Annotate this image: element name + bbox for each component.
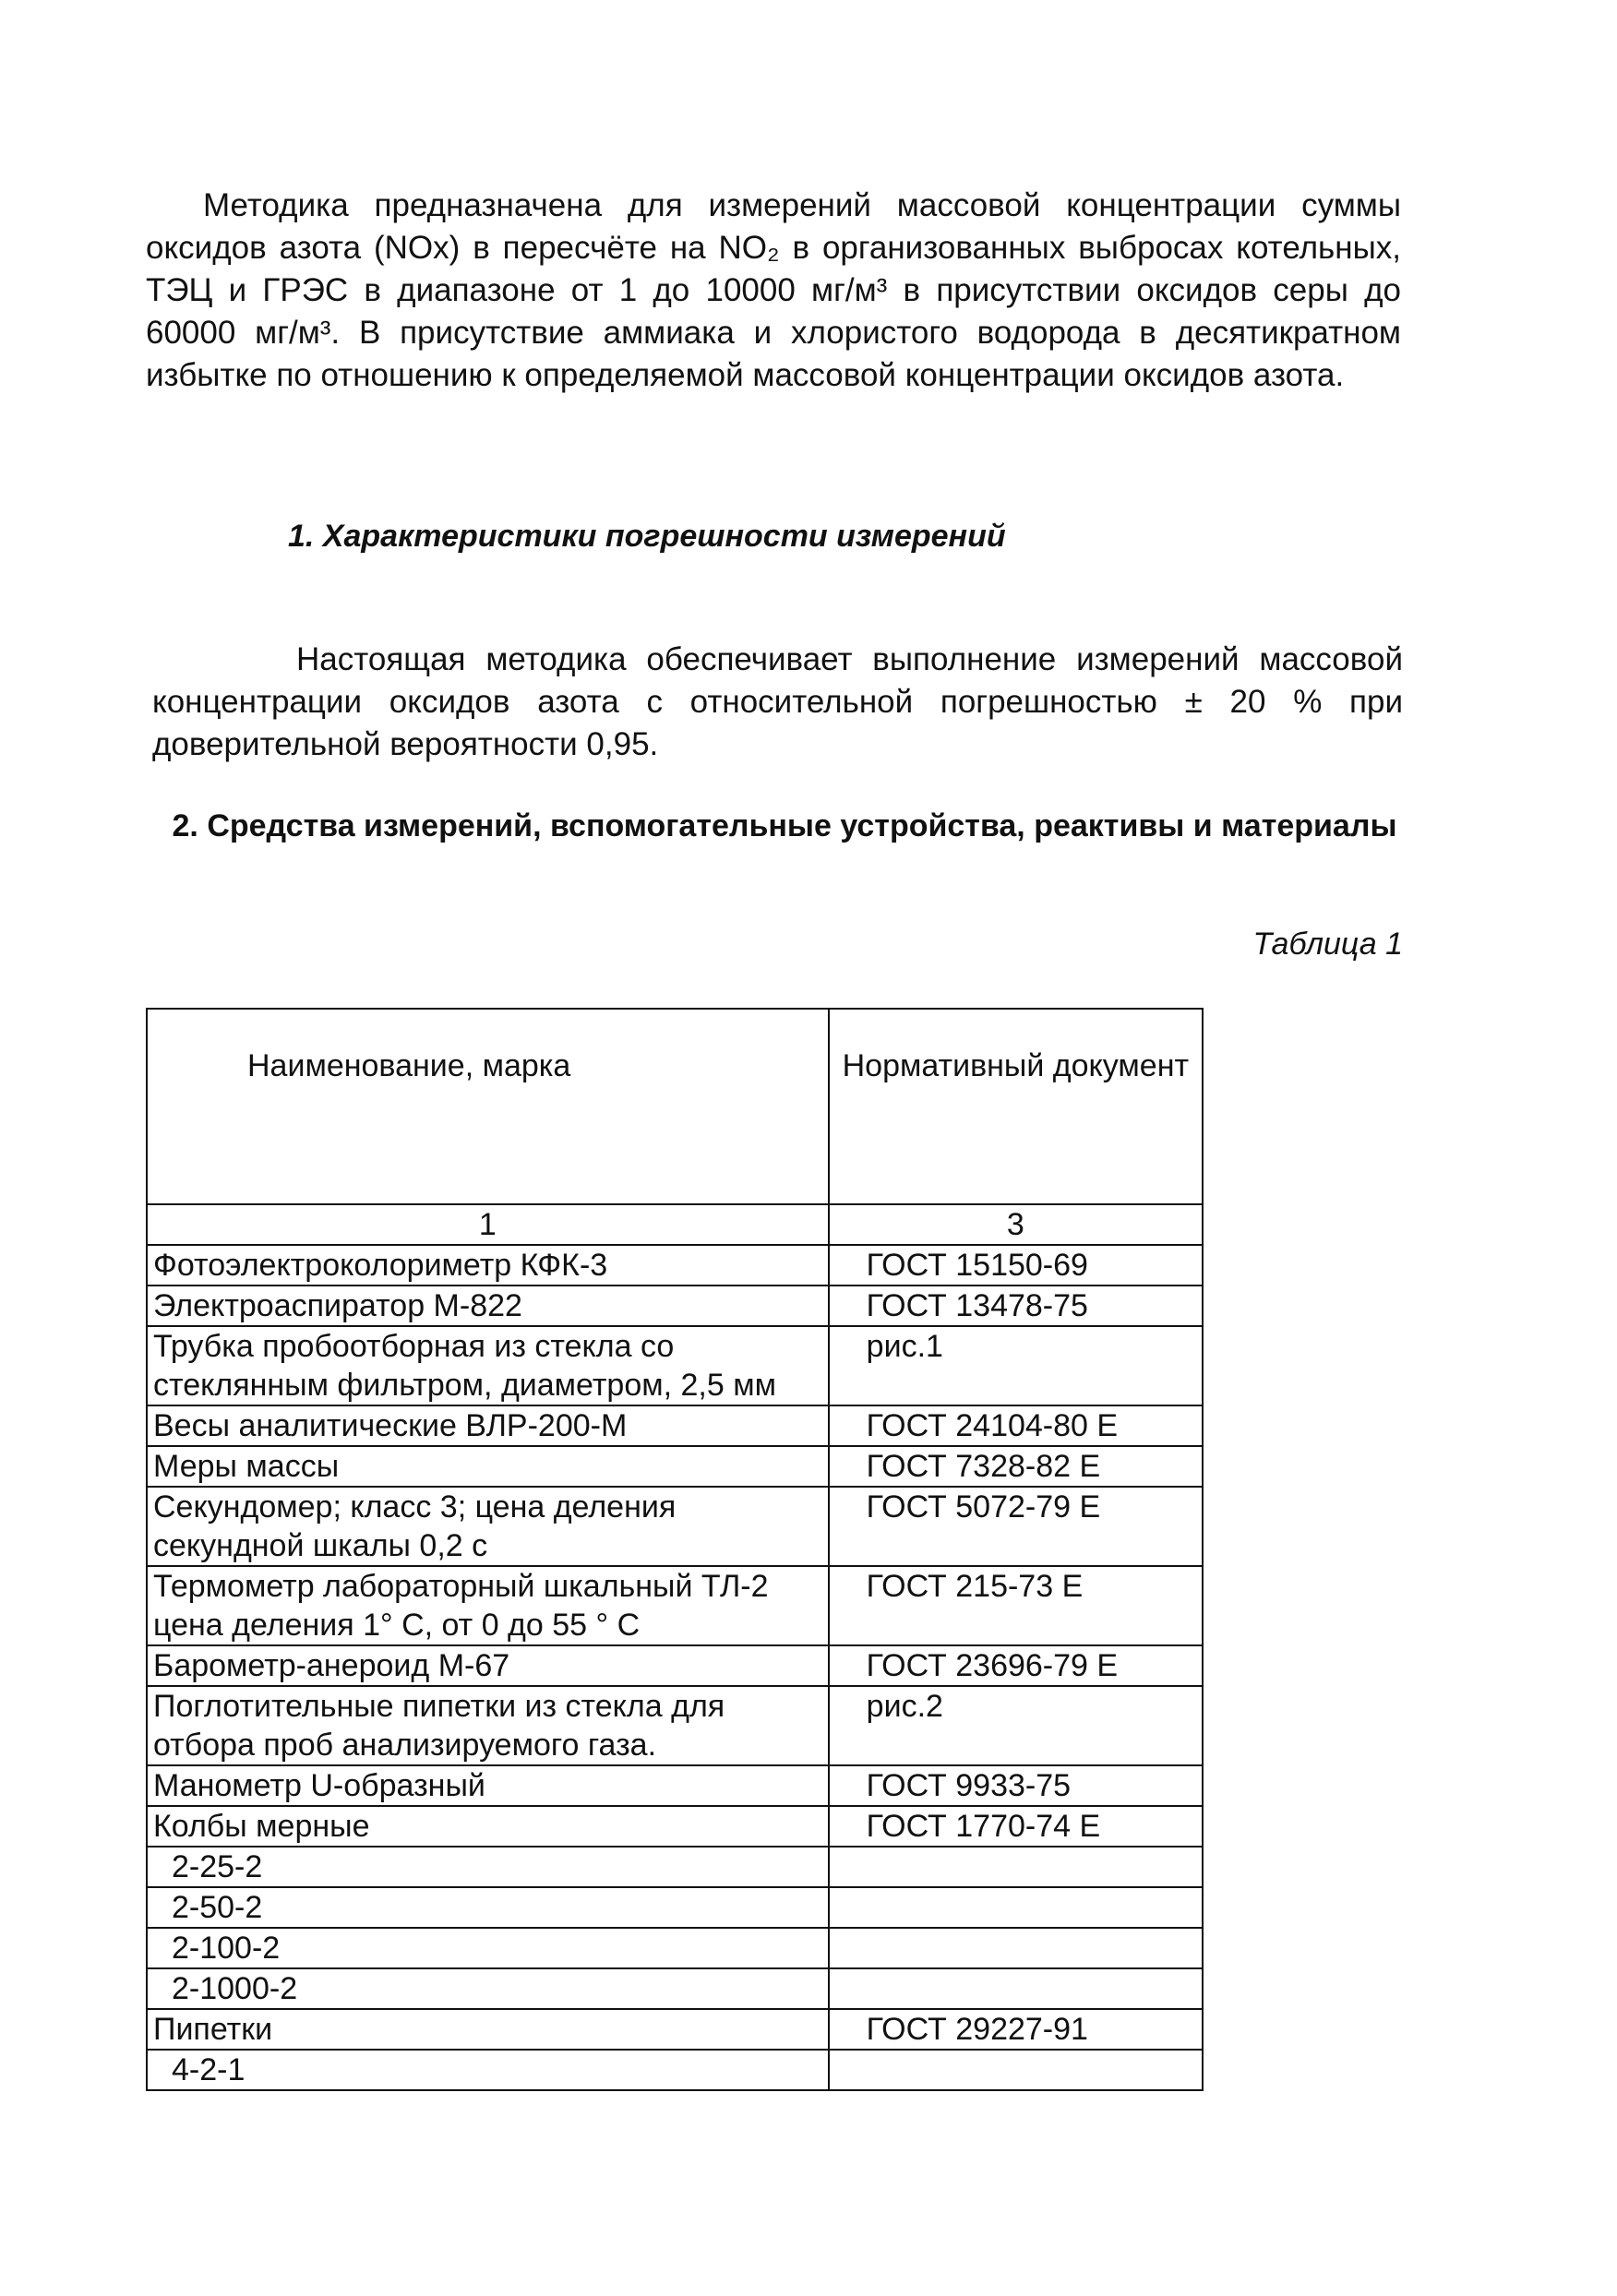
section-1-paragraph: Настоящая методика обеспечивает выполнение измерений массовой концентрации оксидов азота с относительной погрешностью ± 20 % при доверительной вероятности 0,95. [152, 641, 1403, 762]
table-row [147, 1446, 1203, 1487]
cell-name: Трубка пробоотборная из стекла со стеклянным фильтром, диаметром, 2,5 мм [147, 1326, 829, 1405]
cell-name: Электроаспиратор М-822 [147, 1286, 829, 1326]
cell-name: 4-2-1 [147, 2050, 829, 2090]
cell-document: ГОСТ 15150-69 [829, 1245, 1203, 1286]
table-row [147, 1928, 1203, 1968]
column-number-1: 1 [147, 1204, 829, 1245]
table-row [147, 1806, 1203, 1847]
table-row [147, 2009, 1203, 2050]
header-document: Нормативный документ [829, 1009, 1203, 1204]
table-row [147, 1245, 1203, 1286]
cell-document: ГОСТ 24104-80 Е [829, 1405, 1203, 1446]
cell-name: 2-100-2 [147, 1928, 829, 1968]
section-2-heading: 2. Средства измерений, вспомогательные устройства, реактивы и материалы [172, 808, 1397, 843]
table-row [147, 1566, 1203, 1645]
table-row [147, 1487, 1203, 1566]
cell-name: Барометр-анероид М-67 [147, 1645, 829, 1686]
table-row [147, 1847, 1203, 1887]
cell-document: ГОСТ 5072-79 Е [829, 1487, 1203, 1566]
table-row [147, 1686, 1203, 1765]
cell-document: рис.2 [829, 1686, 1203, 1765]
cell-document: рис.1 [829, 1326, 1203, 1405]
cell-name: Пипетки [147, 2009, 829, 2050]
cell-document [829, 1928, 1203, 1968]
cell-document [829, 2050, 1203, 2090]
cell-name: Поглотительные пипетки из стекла для отбора проб анализируемого газа. [147, 1686, 829, 1765]
cell-document: ГОСТ 29227-91 [829, 2009, 1203, 2050]
cell-document: ГОСТ 215-73 Е [829, 1566, 1203, 1645]
cell-document [829, 1847, 1203, 1887]
table-caption: Таблица 1 [1252, 927, 1403, 962]
cell-document: ГОСТ 1770-74 Е [829, 1806, 1203, 1847]
cell-document: ГОСТ 13478-75 [829, 1286, 1203, 1326]
column-number-3: 3 [829, 1204, 1203, 1245]
table-row [147, 1405, 1203, 1446]
table-row [147, 1326, 1203, 1405]
cell-name: 2-50-2 [147, 1887, 829, 1928]
header-name: Наименование, марка [147, 1009, 829, 1204]
cell-name: Секундомер; класс 3; цена деления секундной шкалы 0,2 с [147, 1487, 829, 1566]
materials-table [146, 1008, 1204, 2091]
cell-document: ГОСТ 9933-75 [829, 1765, 1203, 1806]
table-header-row [147, 1009, 1203, 1204]
intro-paragraph: Методика предназначена для измерений массовой концентрации суммы оксидов азота (NOx) в пересчёте на NO₂ в организованных выбросах котельных, ТЭЦ и ГРЭС в диапазоне от 1 до 10000 мг/м³ в присутствии оксидов серы до 60000 мг/м³. В присутствие аммиака и хлористого водорода в десятикратном избытке по отношению к определяемой массовой концентрации оксидов азота. [146, 187, 1401, 393]
table-row [147, 2050, 1203, 2090]
cell-name: Колбы мерные [147, 1806, 829, 1847]
cell-name: Фотоэлектроколориметр КФК-3 [147, 1245, 829, 1286]
cell-document [829, 1968, 1203, 2009]
cell-document: ГОСТ 7328-82 Е [829, 1446, 1203, 1487]
cell-name: 2-1000-2 [147, 1968, 829, 2009]
cell-name: Термометр лабораторный шкальный ТЛ-2 цена деления 1° С, от 0 до 55 ° С [147, 1566, 829, 1645]
cell-name: Меры массы [147, 1446, 829, 1487]
cell-document [829, 1887, 1203, 1928]
table-row [147, 1765, 1203, 1806]
cell-name: Манометр U-образный [147, 1765, 829, 1806]
cell-name: Весы аналитические ВЛР-200-М [147, 1405, 829, 1446]
cell-document: ГОСТ 23696-79 Е [829, 1645, 1203, 1686]
table-row [147, 1968, 1203, 2009]
table-row [147, 1286, 1203, 1326]
cell-name: 2-25-2 [147, 1847, 829, 1887]
column-number-row [147, 1204, 1203, 1245]
section-1-heading: 1. Характеристики погрешности измерений [288, 519, 1006, 554]
table-row [147, 1645, 1203, 1686]
table-row [147, 1887, 1203, 1928]
